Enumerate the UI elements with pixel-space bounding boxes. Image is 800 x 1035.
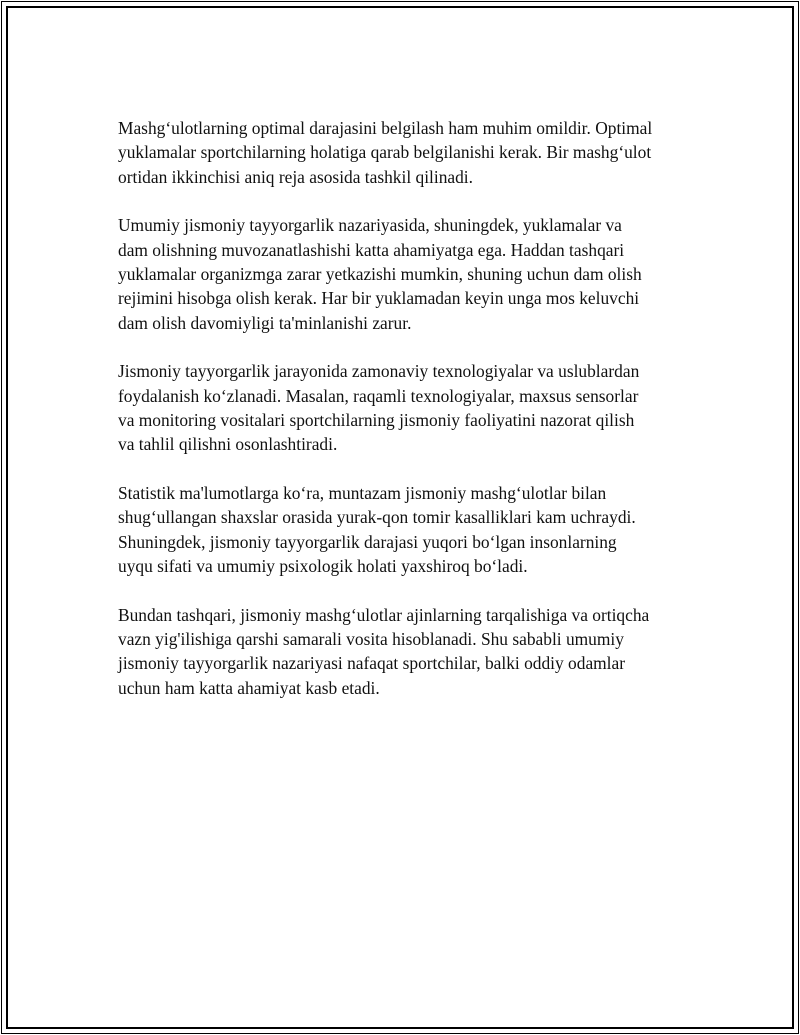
text-line: uyqu sifati va umumiy psixologik holati yaxshiroq bo‘ladi. <box>118 555 528 576</box>
paragraph-2 <box>118 213 718 334</box>
text-line: uchun ham katta ahamiyat kasb etadi. <box>118 677 380 698</box>
text-line: Jismoniy tayyorgarlik jarayonida zamonaviy texnologiyalar va uslublardan <box>118 361 640 382</box>
paragraph-1 <box>118 116 718 189</box>
text-line: yuklamalar sportchilarning holatiga qarab belgilanishi kerak. Bir mashg‘ulot <box>118 142 652 163</box>
text-line: vazn yig'ilishiga qarshi samarali vosita hisoblanadi. Shu sababli umumiy <box>118 629 624 650</box>
text-line: foydalanish ko‘zlanadi. Masalan, raqamli texnologiyalar, maxsus sensorlar <box>118 385 639 406</box>
text-line: shug‘ullangan shaxslar orasida yurak-qon tomir kasalliklari kam uchraydi. <box>118 507 636 528</box>
text-line: ortidan ikkinchisi aniq reja asosida tashkil qilinadi. <box>118 166 473 187</box>
document-body <box>118 116 718 724</box>
text-line: dam olish davomiyligi ta'minlanishi zarur. <box>118 312 412 333</box>
text-line: Mashg‘ulotlarning optimal darajasini belgilash ham muhim omildir. Optimal <box>118 118 653 138</box>
text-line: va monitoring vositalari sportchilarning jismoniy faoliyatini nazorat qilish <box>118 409 635 430</box>
paragraph-3 <box>118 359 718 456</box>
text-line: jismoniy tayyorgarlik nazariyasi nafaqat sportchilar, balki oddiy odamlar <box>118 653 626 674</box>
text-line: Bundan tashqari, jismoniy mashg‘ulotlar ajinlarning tarqalishiga va ortiqcha <box>118 604 650 625</box>
text-line: Statistik ma'lumotlarga ko‘ra, muntazam jismoniy mashg‘ulotlar bilan <box>118 483 607 504</box>
text-line: Shuningdek, jismoniy tayyorgarlik darajasi yuqori bo‘lgan insonlarning <box>118 531 617 552</box>
text-line: rejimini hisobga olish kerak. Har bir yuklamadan keyin unga mos keluvchi <box>118 288 640 309</box>
text-line: va tahlil qilishni osonlashtiradi. <box>118 434 338 455</box>
paragraph-4 <box>118 481 718 578</box>
text-line: dam olishning muvozanatlashishi katta ahamiyatga ega. Haddan tashqari <box>118 239 625 260</box>
text-line: Umumiy jismoniy tayyorgarlik nazariyasida, shuningdek, yuklamalar va <box>118 215 622 236</box>
paragraph-5 <box>118 603 718 700</box>
text-line: yuklamalar organizmga zarar yetkazishi mumkin, shuning uchun dam olish <box>118 263 642 284</box>
